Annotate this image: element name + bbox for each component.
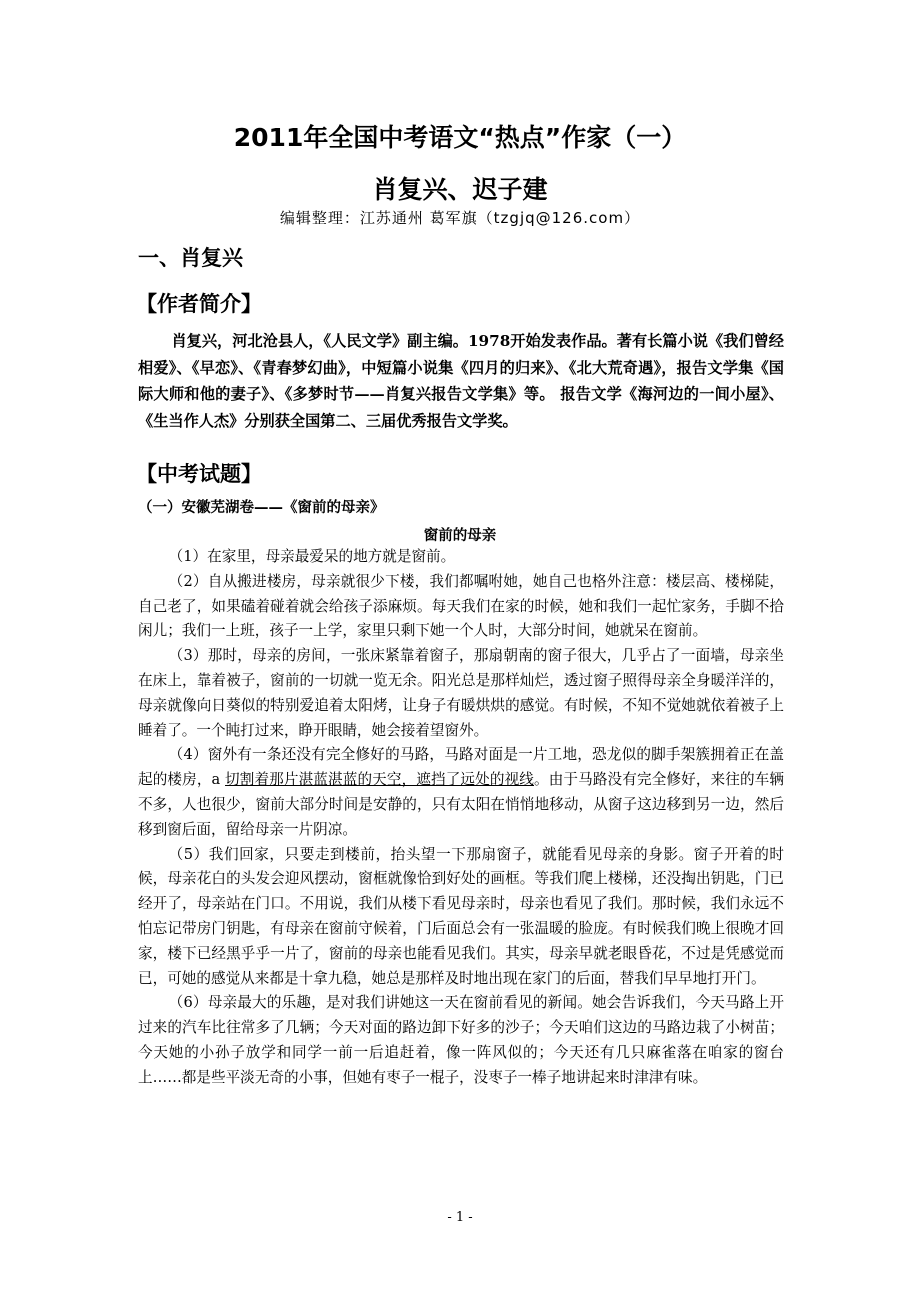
underlined-sentence: 切割着那片湛蓝湛蓝的天空，遮挡了远处的视线 <box>225 771 534 789</box>
paragraph-5: （5）我们回家，只要走到楼前，抬头望一下那扇窗子，就能看见母亲的身影。窗子开着的时候，母亲花白的头发会迎风摆动，窗框就像恰到好处的画框。等我们爬上楼梯，还没掏出钥匙，门已经开了，母亲站在门口。不用说，我们从楼下看见母亲时，母亲也看见了我们。那时候，我们永远不怕忘记带房门钥匙，有母亲在窗前守候着，门后面总会有一张温暖的脸庞。有时候我们晚上很晚才回家，楼下已经黑乎乎一片了，窗前的母亲也能看见我们。其实，母亲早就老眼昏花，不过是凭感觉而已，可她的感觉从来都是十拿九稳，她总是那样及时地出现在家门的后面，替我们早早地打开门。 <box>138 845 784 987</box>
paragraph-1: （1）在家里，母亲最爱呆的地方就是窗前。 <box>168 548 456 565</box>
paragraph-3: （3）那时，母亲的房间，一张床紧靠着窗子，那扇朝南的窗子很大，几乎占了一面墙，母亲坐在床上，靠着被子，窗前的一切就一览无余。阳光总是那样灿烂，透过窗子照得母亲全身暖洋洋的，母亲就像向日葵似的特别爱追着太阳烤，让身子有暖烘烘的感觉。有时候，不知不觉她就依着被子上睡着了。一个盹打过来，睁开眼睛，她会接着望窗外。 <box>138 647 784 739</box>
section-heading: 一、肖复兴 <box>138 246 243 270</box>
exam-subheading: （一）安徽芜湖卷——《窗前的母亲》 <box>138 500 385 516</box>
paragraph-4-end: 。由于马路没有完全修好，来往的车辆不多，人也很少，窗前大部分时间是安静的，只有太阳在悄悄地移动，从窗子这边移到另一边，然后移到窗后面，留给母亲一片阴凉。 <box>138 771 784 838</box>
story-title: 窗前的母亲 <box>423 528 497 544</box>
page-number: - 1 - <box>447 1210 473 1225</box>
paragraph-2: （2）自从搬进楼房，母亲就很少下楼，我们都嘱咐她，她自己也格外注意：楼层高、楼梯陡，自己老了，如果磕着碰着就会给孩子添麻烦。每天我们在家的时候，她和我们一起忙家务，手脚不拾闲儿；我们一上班，孩子一上学，家里只剩下她一个人时，大部分时间，她就呆在窗前。 <box>138 572 784 640</box>
editor-line: 编辑整理：江苏通州 葛军旗（tzgjq@126.com） <box>279 209 641 227</box>
document-title: 2011年全国中考语文“热点”作家（一） <box>233 123 687 152</box>
paragraph-4-start: （4）窗外有一条还没有完全修好的马路，马路对面是一片工地，恐龙似的脚手架簇拥着正在盖起的楼房，a <box>138 746 784 789</box>
story-body <box>138 545 784 1091</box>
document-subtitle: 肖复兴、迟子建 <box>372 175 548 204</box>
author-intro-text: 肖复兴，河北沧县人，《人民文学》副主编。1978开始发表作品。著有长篇小说《我们曾经相爱》、《早恋》、《青春梦幻曲》，中短篇小说集《四月的归来》、《北大荒奇遇》，报告文学集《国际大师和他的妻子》、《多梦时节——肖复兴报告文学集》等。 报告文学《海河边的一间小屋》、《生当作人杰》分别获全国第二、三届优秀报告文学奖。 <box>138 332 784 430</box>
paragraph-4 <box>138 743 784 842</box>
author-intro-heading: 【作者简介】 <box>136 292 262 316</box>
exam-heading: 【中考试题】 <box>136 462 262 486</box>
paragraph-6: （6）母亲最大的乐趣，是对我们讲她这一天在窗前看见的新闻。她会告诉我们，今天马路上开过来的汽车比往常多了几辆；今天对面的路边卸下好多的沙子；今天咱们这边的马路边栽了小树苗；今天她的小孙子放学和同学一前一后追赶着，像一阵风似的；今天还有几只麻雀落在咱家的窗台上……都是些平淡无奇的小事，但她有枣子一棍子，没枣子一棒子地讲起来时津津有味。 <box>138 994 784 1086</box>
